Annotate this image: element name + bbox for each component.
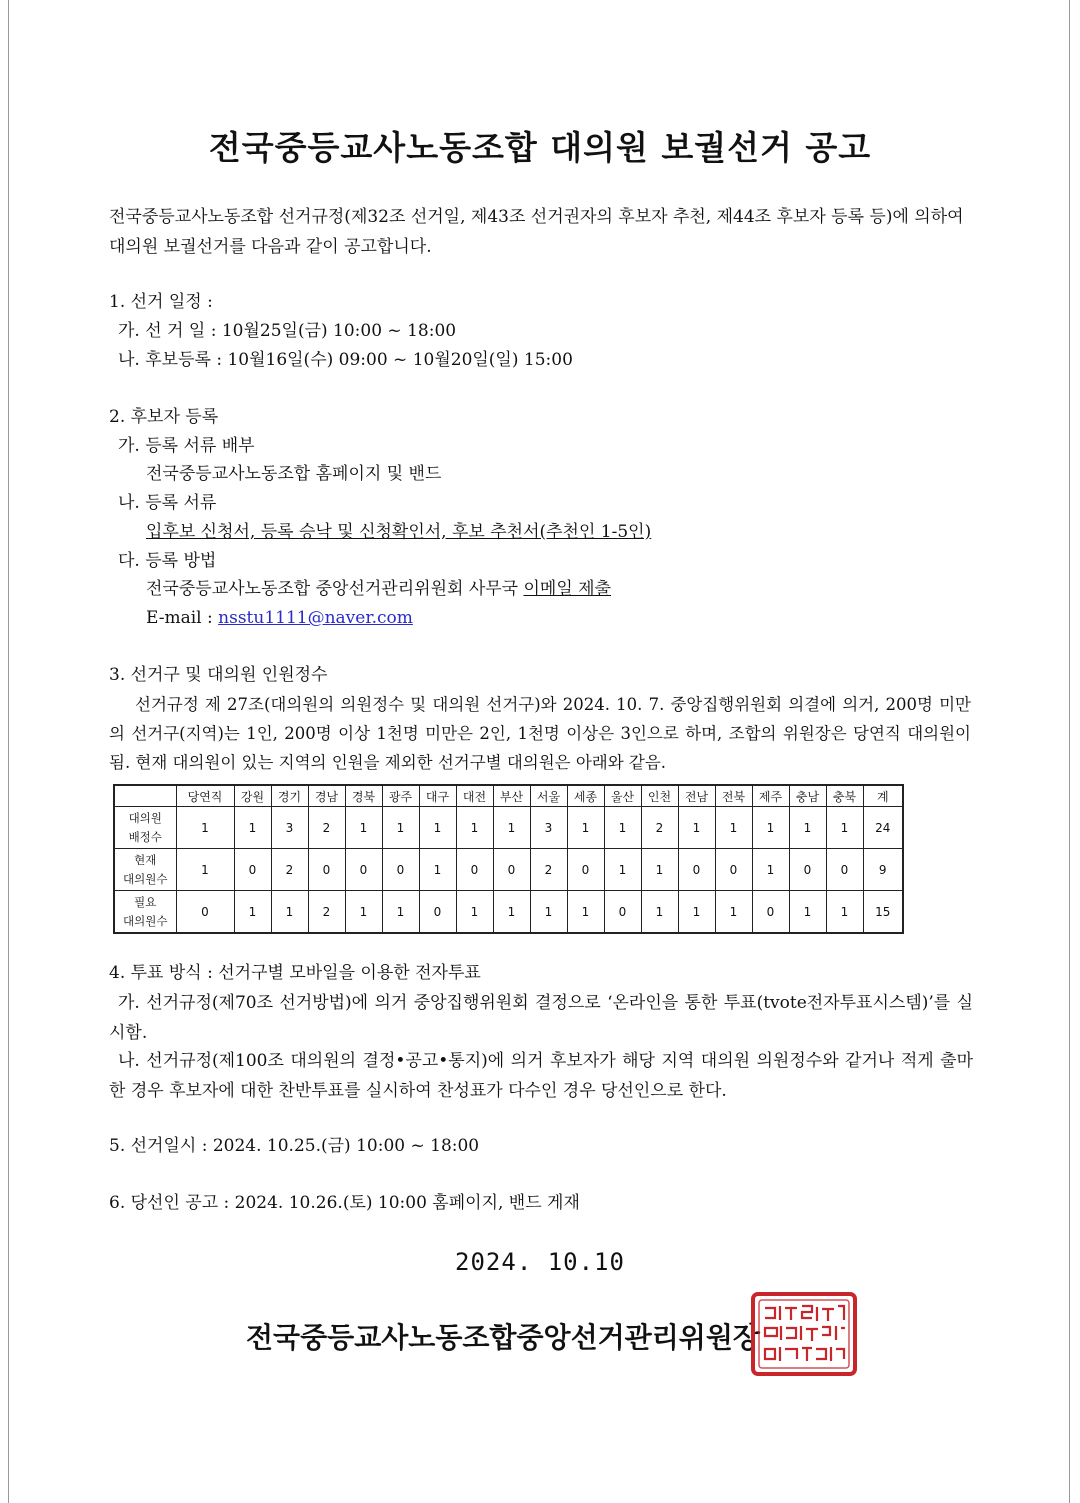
row-label: 현재 대의원수 [114,849,176,891]
section1-candidate-registration: 나. 후보등록 : 10월16일(수) 09:00 ~ 10월20일(일) 15:00 [118,350,573,370]
table-cell-total: 9 [863,849,903,891]
table-cell: 0 [345,849,382,891]
table-cell: 0 [308,849,345,891]
table-cell: 0 [176,891,234,934]
section4-a: 가. 선거규정(제70조 선거방법)에 의거 중앙집행위원회 결정으로 ‘온라인을 통한 투표(tvote전자투표시스템)’를 실시함. [109,993,973,1043]
table-cell: 1 [382,891,419,934]
table-cell: 1 [456,891,493,934]
table-cell: 0 [456,849,493,891]
section3-paragraph: 선거규정 제 27조(대의원의 의원정수 및 대의원 선거구)와 2024. 10. 7. 중앙집행위원회 의결에 의거, 200명 미만의 선거구(지역)는 1인, 200명 이상 1천명 미만은 2인, 1천명 이상은 3인으로 하며, 조합의 위원장은 당연직 대의원이 됨. 현재 대의원이 있는 지역의 인원을 제외한 선거구별 대의원은 아래와 같음. [109,695,971,772]
table-cell: 1 [345,891,382,934]
table-cell: 0 [715,849,752,891]
table-cell: 1 [826,891,863,934]
table-cell: 1 [715,891,752,934]
table-cell: 1 [234,891,271,934]
table-cell: 1 [641,891,678,934]
table-cell: 1 [419,849,456,891]
email-link[interactable]: nsstu1111@naver.com [218,608,413,628]
table-header-cell: 광주 [382,785,419,807]
table-cell: 0 [604,891,641,934]
table-header-cell: 전남 [678,785,715,807]
table-cell: 1 [678,891,715,934]
table-cell: 1 [567,891,604,934]
table-cell: 1 [678,807,715,849]
table-cell: 1 [789,891,826,934]
table-header-cell: 인천 [641,785,678,807]
table-header-cell: 강원 [234,785,271,807]
table-cell: 1 [234,807,271,849]
table-cell: 1 [641,849,678,891]
signer-name: 전국중등교사노동조합중앙선거관리위원장 [246,1321,760,1354]
table-cell: 2 [530,849,567,891]
table-header-cell: 충남 [789,785,826,807]
row-label: 필요 대의원수 [114,891,176,934]
table-header-cell: 제주 [752,785,789,807]
table-cell: 1 [345,807,382,849]
table-header-cell: 대구 [419,785,456,807]
table-header-row [114,785,903,807]
table-cell: 0 [789,849,826,891]
table-cell: 1 [382,807,419,849]
table-cell: 1 [419,807,456,849]
table-header-cell: 계 [863,785,903,807]
section4-b: 나. 선거규정(제100조 대의원의 결정•공고•통지)에 의거 후보자가 해당 지역 대의원 의원정수와 같거나 적게 출마한 경우 후보자에 대한 찬반투표를 실시하여 찬성표가 다수인 경우 당선인으로 한다. [109,1051,973,1101]
section2-c-text: 전국중등교사노동조합 중앙선거관리위원회 사무국 [146,579,524,599]
table-header-cell: 울산 [604,785,641,807]
table-cell: 1 [530,891,567,934]
table-cell: 3 [271,807,308,849]
table-header-cell: 대전 [456,785,493,807]
table-cell: 2 [308,807,345,849]
table-header-cell: 서울 [530,785,567,807]
table-cell: 1 [826,807,863,849]
table-header-cell: 세종 [567,785,604,807]
section2-b-text: 입후보 신청서, 등록 승낙 및 신청확인서, 후보 추천서(추천인 1-5인) [146,522,652,542]
announcement-date: 2024. 10.10 [455,1248,625,1276]
table-cell: 3 [530,807,567,849]
section2-c-label: 다. 등록 방법 [118,551,217,571]
table-header-cell: 전북 [715,785,752,807]
table-cell: 1 [456,807,493,849]
table-cell: 1 [176,849,234,891]
section2-b-label: 나. 등록 서류 [118,493,217,513]
table-cell: 0 [234,849,271,891]
table-cell: 1 [752,807,789,849]
table-cell: 1 [176,807,234,849]
table-cell: 0 [419,891,456,934]
section2-c-line [146,578,611,600]
email-line [146,607,413,629]
seal-stamp-icon [750,1291,858,1377]
section2-a-text: 전국중등교사노동조합 홈페이지 및 밴드 [146,464,442,484]
table-cell: 1 [567,807,604,849]
table-cell: 1 [604,849,641,891]
table-header-cell: 당연직 [176,785,234,807]
row-label: 대의원 배정수 [114,807,176,849]
table-cell: 1 [789,807,826,849]
table-cell: 0 [493,849,530,891]
table-cell: 2 [308,891,345,934]
table-row [114,807,903,849]
table-cell: 2 [641,807,678,849]
section6: 6. 당선인 공고 : 2024. 10.26.(토) 10:00 홈페이지, 밴드 게재 [109,1193,580,1213]
section2-heading: 2. 후보자 등록 [109,407,219,427]
table-cell: 1 [715,807,752,849]
table-header-cell: 부산 [493,785,530,807]
table-header-cell: 충북 [826,785,863,807]
table-header-cell: 경북 [345,785,382,807]
section3-heading: 3. 선거구 및 대의원 인원정수 [109,665,328,685]
table-cell: 0 [826,849,863,891]
table-row [114,849,903,891]
table-cell-total: 15 [863,891,903,934]
table-header-cell: 경기 [271,785,308,807]
table-cell: 1 [271,891,308,934]
table-cell: 0 [752,891,789,934]
table-row [114,891,903,934]
table-cell: 0 [567,849,604,891]
table-header-cell [114,785,176,807]
table-cell: 2 [271,849,308,891]
table-cell-total: 24 [863,807,903,849]
representatives-table [113,784,904,934]
table-cell: 1 [604,807,641,849]
email-label: E-mail : [146,608,219,628]
document-title: 전국중등교사노동조합 대의원 보궐선거 공고 [208,128,872,167]
section5: 5. 선거일시 : 2024. 10.25.(금) 10:00 ~ 18:00 [109,1136,480,1156]
table-header-cell: 경남 [308,785,345,807]
section1-election-day: 가. 선 거 일 : 10월25일(금) 10:00 ~ 18:00 [118,321,457,341]
section4-heading: 4. 투표 방식 : 선거구별 모바일을 이용한 전자투표 [109,963,481,983]
email-submit-text: 이메일 제출 [523,579,612,599]
table-cell: 0 [382,849,419,891]
intro-paragraph: 전국중등교사노동조합 선거규정(제32조 선거일, 제43조 선거권자의 후보자 추천, 제44조 후보자 등록 등)에 의하여 대의원 보궐선거를 다음과 같이 공고합니다. [109,207,964,257]
table-cell: 1 [493,807,530,849]
section2-a-label: 가. 등록 서류 배부 [118,436,255,456]
section1-heading: 1. 선거 일정 : [109,292,213,312]
table-cell: 1 [493,891,530,934]
official-seal [750,1291,858,1377]
table-cell: 1 [752,849,789,891]
table-cell: 0 [678,849,715,891]
